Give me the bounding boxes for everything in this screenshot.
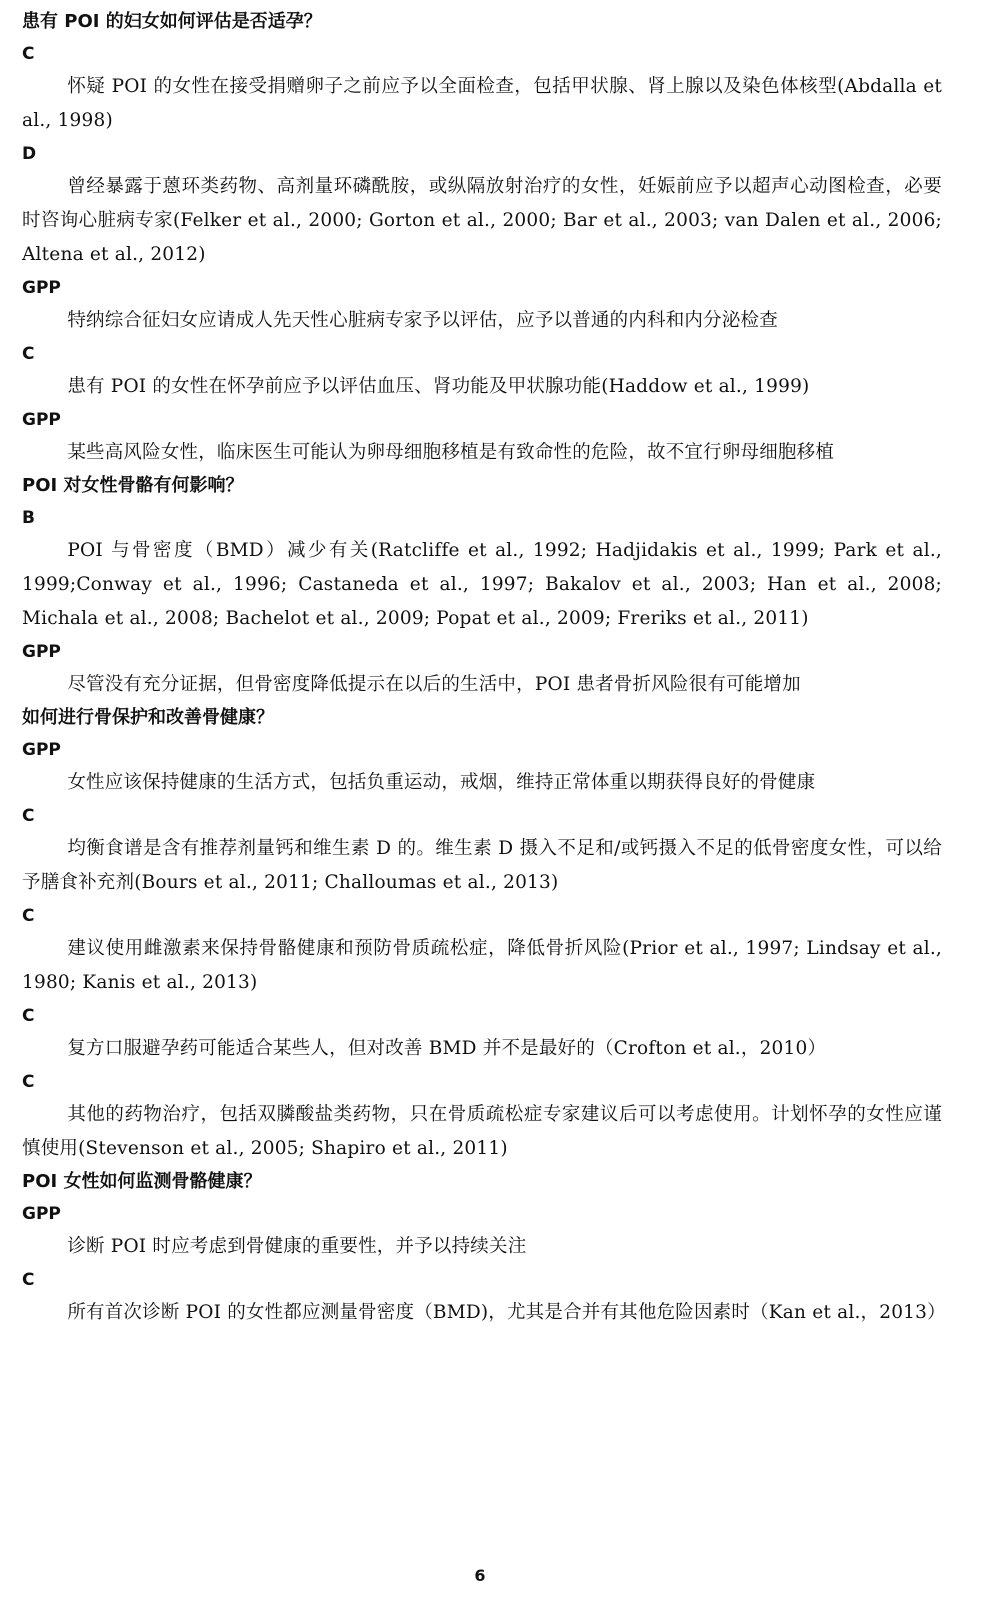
- question-heading: POI 对女性骨骼有何影响？: [22, 475, 244, 496]
- evidence-grade: C: [22, 44, 35, 64]
- recommendation-text: 建议使用雌激素来保持骨骼健康和预防骨质疏松症，降低骨折风险(Prior et al., 1997; Lindsay et al., 1980; Kanis et al., 2013): [22, 938, 942, 993]
- evidence-grade: C: [22, 344, 35, 364]
- evidence-grade: D: [22, 144, 37, 164]
- evidence-grade: GPP: [22, 278, 61, 298]
- recommendation-text: 均衡食谱是含有推荐剂量钙和维生素 D 的。维生素 D 摄入不足和/或钙摄入不足的低骨密度女性，可以给予膳食补充剂(Bours et al., 2011; Challoumas et al., 2013): [22, 838, 942, 893]
- evidence-grade: GPP: [22, 642, 61, 662]
- recommendation-text: 其他的药物治疗，包括双膦酸盐类药物，只在骨质疏松症专家建议后可以考虑使用。计划怀孕的女性应谨慎使用(Stevenson et al., 2005; Shapiro et al., 2011): [22, 1104, 942, 1159]
- evidence-grade: B: [22, 508, 35, 528]
- question-heading: 患有 POI 的妇女如何评估是否适孕？: [22, 11, 322, 32]
- recommendation-text: 诊断 POI 时应考虑到骨健康的重要性，并予以持续关注: [67, 1236, 527, 1257]
- evidence-grade: C: [22, 1072, 35, 1092]
- evidence-grade: C: [22, 1270, 35, 1290]
- recommendation-text: 特纳综合征妇女应请成人先天性心脏病专家予以评估，应予以普通的内科和内分泌检查: [67, 310, 778, 331]
- recommendation-text: 所有首次诊断 POI 的女性都应测量骨密度（BMD)，尤其是合并有其他危险因素时（Kan et al.，2013）: [67, 1302, 946, 1323]
- recommendation-text: 尽管没有充分证据，但骨密度降低提示在以后的生活中，POI 患者骨折风险很有可能增加: [67, 674, 801, 695]
- question-heading: POI 女性如何监测骨骼健康？: [22, 1171, 262, 1192]
- recommendation-text: POI 与骨密度（BMD）减少有关(Ratcliffe et al., 1992; Hadjidakis et al., 1999; Park et al., 1999;Conway et al., 1996; Castaneda et al., 1997; Bakalov et al., 2003; Han et al., 2008; Michala et al., 2008; Bachelot et al., 2009; Popat et al., 2009; Freriks et al., 2011): [22, 540, 942, 629]
- document-page: [22, 6, 946, 1330]
- recommendation-text: 患有 POI 的女性在怀孕前应予以评估血压、肾功能及甲状腺功能(Haddow et al., 1999): [67, 376, 810, 397]
- evidence-grade: C: [22, 806, 35, 826]
- recommendation-text: 怀疑 POI 的女性在接受捐赠卵子之前应予以全面检查，包括甲状腺、肾上腺以及染色体核型(Abdalla et al., 1998): [22, 76, 942, 131]
- evidence-grade: GPP: [22, 740, 61, 760]
- evidence-grade: GPP: [22, 1204, 61, 1224]
- recommendation-text: 复方口服避孕药可能适合某些人，但对改善 BMD 并不是最好的（Crofton et al.，2010）: [67, 1038, 827, 1059]
- recommendation-text: 女性应该保持健康的生活方式，包括负重运动，戒烟，维持正常体重以期获得良好的骨健康: [67, 772, 816, 793]
- recommendation-text: 某些高风险女性，临床医生可能认为卵母细胞移植是有致命性的危险，故不宜行卵母细胞移植: [67, 442, 835, 463]
- evidence-grade: C: [22, 906, 35, 926]
- recommendation-text: 曾经暴露于蒽环类药物、高剂量环磷酰胺，或纵隔放射治疗的女性，妊娠前应予以超声心动图检查，必要时咨询心脏病专家(Felker et al., 2000; Gorton et al., 2000; Bar et al., 2003; van Dalen et al., 2006; Altena et al., 2012): [22, 176, 942, 265]
- page-number: 6: [474, 1566, 486, 1585]
- evidence-grade: GPP: [22, 410, 61, 430]
- question-heading: 如何进行骨保护和改善骨健康？: [22, 707, 274, 728]
- evidence-grade: C: [22, 1006, 35, 1026]
